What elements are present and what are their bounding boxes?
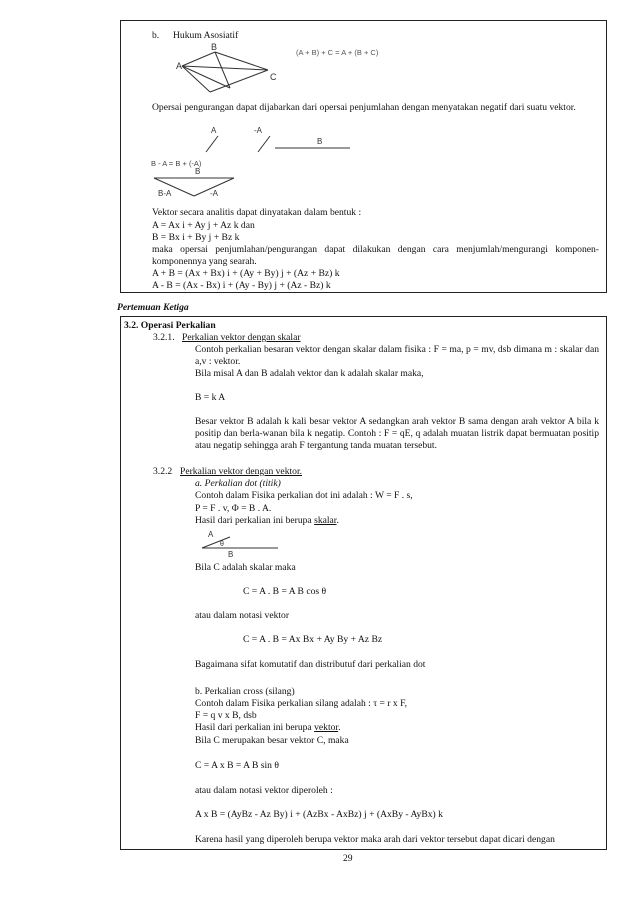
dot-fig-label-b: B [228,550,234,559]
associative-formula: (A + B) + C = A + (B + C) [296,48,379,57]
bottom-section-box [120,316,607,850]
dot-scalar-line: Bila C adalah skalar maka [195,562,296,573]
subsection-2-number: 3.2.2 [153,466,173,477]
fig2-label-a: A [211,126,217,135]
dot-result-suffix: . [336,515,339,526]
dot-fig-label-a: A [208,530,214,539]
dot-result-prefix: Hasil dari perkalian ini berupa [195,515,312,526]
associative-law-figure [170,44,290,98]
analytic-line-2: A = Ax i + Ay j + Az k dan [152,220,255,231]
section-title: 3.2. Operasi Perkalian [124,320,216,331]
scalar-equation: B = k A [195,392,226,403]
fig2-label-neg-a: -A [254,126,262,135]
subsection-1-number: 3.2.1. [153,332,175,343]
dot-product-example-2: P = F . v, Φ = B . A. [195,503,272,514]
cross-product-title: b. Perkalian cross (silang) [195,686,295,697]
dot-product-example: Contoh dalam Fisika perkalian dot ini adalah : W = F . s, [195,490,413,501]
cross-equation-1: C = A x B = A B sin θ [195,760,279,771]
analytic-line-6: A - B = (Ax - Bx) i + (Ay - By) j + (Az - Bz) k [152,280,331,291]
scalar-paragraph: Besar vektor B adalah k kali besar vektor A sedangkan arah vektor B sama dengan arah vektor A bila k positip dan berla-wanan bila k negatip. Contoh : F = qE, q adalah muatan listrik dapat bermuatan positip atau negatip sehingga arah F tergantung tanda muatan tersebut. [195,416,599,451]
fig2-tri-label-b: B [195,167,201,176]
dot-product-angle-figure [196,528,280,558]
cross-product-example: Contoh dalam Fisika perkalian silang adalah : τ = r x F, [195,698,408,709]
page-number: 29 [343,853,353,864]
heading-title: Hukum Asosiatif [173,30,239,41]
dot-product-title: a. Perkalian dot (titik) [195,478,281,489]
fig2-tri-label-neg-a: -A [210,189,218,198]
dot-result-word: skalar [314,515,337,526]
cross-notation-line: atau dalam notasi vektor diperoleh : [195,785,333,796]
cross-result-prefix: Hasil dari perkalian ini berupa [195,722,312,733]
subsection-2-title: Perkalian vektor dengan vektor. [180,466,303,477]
dot-equation-1: C = A . B = A B cos θ [243,586,327,597]
cross-result-word: vektor [314,722,339,733]
cross-magnitude-line: Bila C merupakan besar vektor C, maka [195,735,349,746]
cross-result-suffix: . [338,722,341,733]
cross-last-line: Karena hasil yang diperoleh berupa vektor maka arah dari vektor tersebut dapat dicari dengan [195,834,555,845]
cross-equation-2: A x B = (AyBz - Az By) i + (AzBx - AxBz) j + (AxBy - AyBx) k [195,809,443,820]
fig1-label-a: A [176,61,183,71]
cross-product-result [195,722,340,734]
subtraction-paragraph: Opersai pengurangan dapat dijabarkan dari opersai penjumlahan dengan menyatakan negatif dari suatu vektor. [152,102,576,113]
meeting-title: Pertemuan Ketiga [117,302,189,313]
fig1-label-c: C [270,72,277,82]
subtraction-equation: B - A = B + (-A) [151,159,202,168]
scalar-line-2: Bila misal A dan B adalah vektor dan k adalah skalar maka, [195,368,424,379]
analytic-line-5: A + B = (Ax + Bx) i + (Ay + By) j + (Az + Bz) k [152,268,340,279]
dot-equation-2: C = A . B = Ax Bx + Ay By + Az Bz [243,634,383,645]
fig2-label-b: B [317,137,323,146]
fig2-tri-label-b-minus-a: B-A [158,189,172,198]
analytic-line-4: maka opersai penjumlahan/pengurangan dapat dilakukan dengan cara menjumlah/mengurangi komponen-komponennya yang searah. [152,244,599,267]
dot-question: Bagaimana sifat komutatif dan distributuf dari perkalian dot [195,659,426,670]
analytic-line-3: B = Bx i + By j + Bz k [152,232,240,243]
scalar-example: Contoh perkalian besaran vektor dengan skalar dalam fisika : F = ma, p = mv, dsb dimana m : skalar dan a,v : vektor. [195,344,599,367]
heading-letter: b. [152,30,160,41]
cross-product-example-2: F = q v x B, dsb [195,710,257,721]
dot-notation-line: atau dalam notasi vektor [195,610,290,621]
analytic-line-1: Vektor secara analitis dapat dinyatakan dalam bentuk : [152,207,362,218]
subsection-1-title: Perkalian vektor dengan skalar [182,332,301,343]
fig1-label-b: B [211,42,218,52]
dot-fig-label-theta: θ [220,541,224,548]
dot-product-result [195,515,339,527]
